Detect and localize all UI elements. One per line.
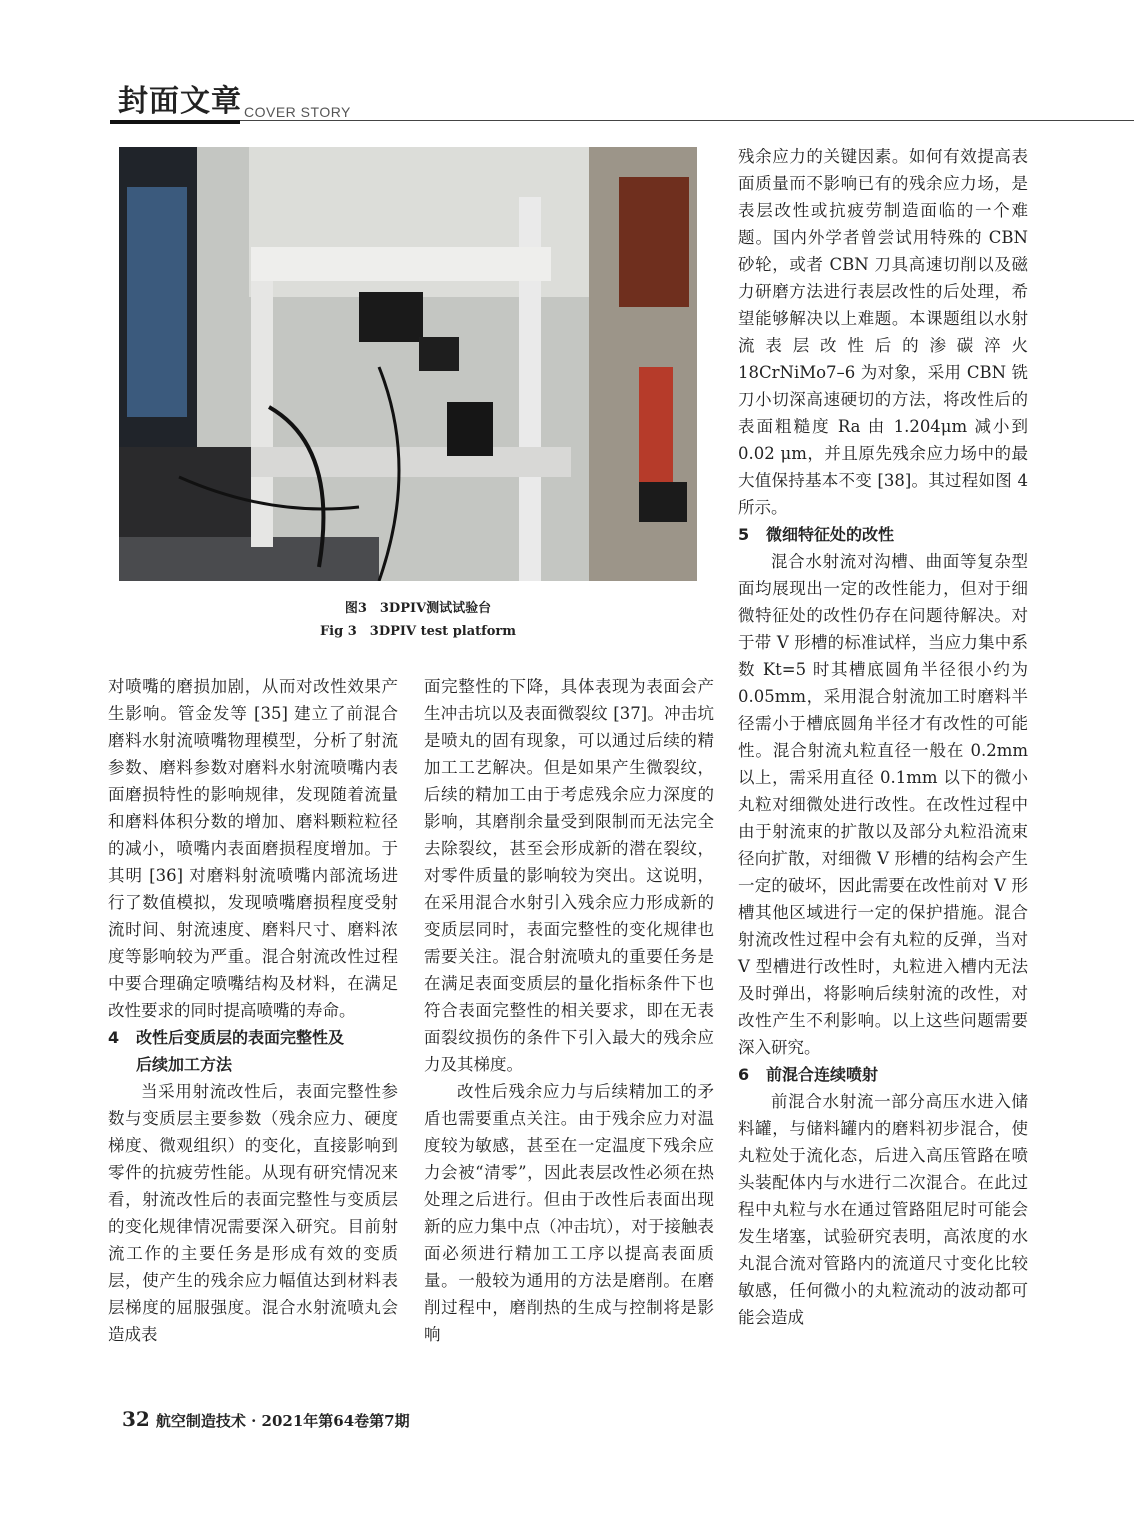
section-heading-text: 微细特征处的改性 — [766, 525, 895, 544]
section-heading-text: 前混合连续喷射 — [766, 1065, 879, 1084]
page-number: 32 — [122, 1407, 150, 1431]
section-title: 封面文章 — [118, 84, 242, 119]
figure-caption-en: Fig 3 3DPIV test platform — [319, 624, 517, 639]
header-rule — [110, 120, 1134, 121]
paragraph: 面完整性的下降，具体表现为表面会产生冲击坑以及表面微裂纹 [37]。冲击坑是喷丸的固有现象，可以通过后续的精加工工艺解决。但是如果产生微裂纹，后续的精加工由于考虑残余应力深度的影响，其磨削余量受到限制而无法完全去除裂纹，甚至会形成新的潜在裂纹，对零件质量的影响较为突出。这说明，在采用混合水射引入残余应力形成新的变质层同时，表面完整性的变化规律也需要关注。混合射流喷丸的重要任务是在满足表面变质层的量化指标条件下也符合表面完整性的相关要求，即在无表面裂纹损伤的条件下引入最大的残余应力及其梯度。 — [424, 677, 714, 1074]
paragraph: 前混合水射流一部分高压水进入储料罐，与储料罐内的磨料初步混合，使丸粒处于流化态，后进入高压管路在喷头装配体内与水进行二次混合。在此过程中丸粒与水在通过管路阻尼时可能会发生堵塞，试验研究表明，高浓度的水丸混合流对管路内的流道尺寸变化比较敏感，任何微小的丸粒流动的波动都可能会造成 — [738, 1092, 1028, 1327]
section-number: 6 — [738, 1065, 750, 1084]
section-heading-text: 改性后变质层的表面完整性及 — [136, 1028, 345, 1047]
section-subtitle: COVER STORY — [244, 104, 351, 120]
paragraph: 混合水射流对沟槽、曲面等复杂型面均展现出一定的改性能力，但对于细微特征处的改性仍存在问题待解决。对于带 V 形槽的标准试样，当应力集中系数 Kt=5 时其槽底圆角半径很小约为 0.05mm，采用混合射流加工时磨料半径需小于槽底圆角半径才有改性的可能性。混合射流丸粒直径一般在 0.2mm 以上，需采用直径 0.1mm 以下的微小丸粒对细微处进行改性。在改性过程中由于射流束的扩散以及部分丸粒沿流束径向扩散，对细微 V 形槽的结构会产生一定的破坏，因此需要在改性前对 V 形槽其他区域进行一定的保护措施。混合射流改性过程中会有丸粒的反弹，当对 V 型槽进行改性时，丸粒进入槽内无法及时弹出，将影响后续射流的改性，对改性产生不利影响。以上这些问题需要深入研究。 — [738, 552, 1028, 1057]
section-number: 5 — [738, 525, 750, 544]
paragraph: 残余应力的关键因素。如何有效提高表面质量而不影响已有的残余应力场，是表层改性或抗疲劳制造面临的一个难题。国内外学者曾尝试用特殊的 CBN 砂轮，或者 CBN 刀具高速切削以及磁力研磨方法进行表层改性的后处理，希望能够解决以上难题。本课题组以水射流表层改性后的渗碳淬火 18CrNiMo7–6 为对象，采用 CBN 铣刀小切深高速硬切的方法，将改性后的表面粗糙度 Ra 由 1.204μm 减小到 0.02 μm，并且原先残余应力场中的最大值保持基本不变 [38]。其过程如图 4 所示。 — [738, 147, 1028, 517]
paragraph: 当采用射流改性后，表面完整性参数与变质层主要参数（残余应力、硬度梯度、微观组织）的变化，直接影响到零件的抗疲劳性能。从现有研究情况来看，射流改性后的表面完整性与变质层的变化规律情况需要深入研究。目前射流工作的主要任务是形成有效的变质层，使产生的残余应力幅值达到材料表层梯度的屈服强度。混合水射流喷丸会造成表 — [108, 1082, 398, 1344]
section-heading-text-cont: 后续加工方法 — [136, 1055, 233, 1074]
page-footer — [122, 1407, 410, 1431]
section-heading-4 — [108, 1024, 398, 1078]
column-3 — [738, 143, 1028, 1331]
section-heading-5 — [738, 521, 1028, 548]
paragraph: 对喷嘴的磨损加剧，从而对改性效果产生影响。管金发等 [35] 建立了前混合磨料水射流喷嘴物理模型，分析了射流参数、磨料参数对磨料水射流喷嘴内表面磨损特性的影响规律，发现随着流量和磨料体积分数的增加、磨料颗粒粒径的减小，喷嘴内表面磨损程度增加。于其明 [36] 对磨料射流喷嘴内部流场进行了数值模拟，发现喷嘴磨损程度受射流时间、射流速度、磨料尺寸、磨料浓度等影响较为严重。混合射流改性过程中要合理确定喷嘴结构及材料，在满足改性要求的同时提高喷嘴的寿命。 — [108, 677, 398, 1020]
column-2 — [424, 673, 714, 1348]
header-rule-accent — [110, 120, 240, 124]
journal-info: 航空制造技术 · 2021年第64卷第7期 — [155, 1412, 410, 1430]
section-number: 4 — [108, 1028, 120, 1047]
paragraph: 改性后残余应力与后续精加工的矛盾也需要重点关注。由于残余应力对温度较为敏感，甚至在一定温度下残余应力会被“清零”，因此表层改性必须在热处理之后进行。但由于改性后表面出现新的应力集中点（冲击坑），对于接触表面必须进行精加工工序以提高表面质量。一般较为通用的方法是磨削。在磨削过程中，磨削热的生成与控制将是影响 — [424, 1082, 714, 1344]
test-platform-image — [119, 147, 697, 581]
section-heading-6 — [738, 1061, 1028, 1088]
figure-photo — [119, 147, 697, 581]
figure-caption-cn: 图3 3DPIV测试试验台 — [344, 601, 492, 616]
column-1 — [108, 673, 398, 1348]
